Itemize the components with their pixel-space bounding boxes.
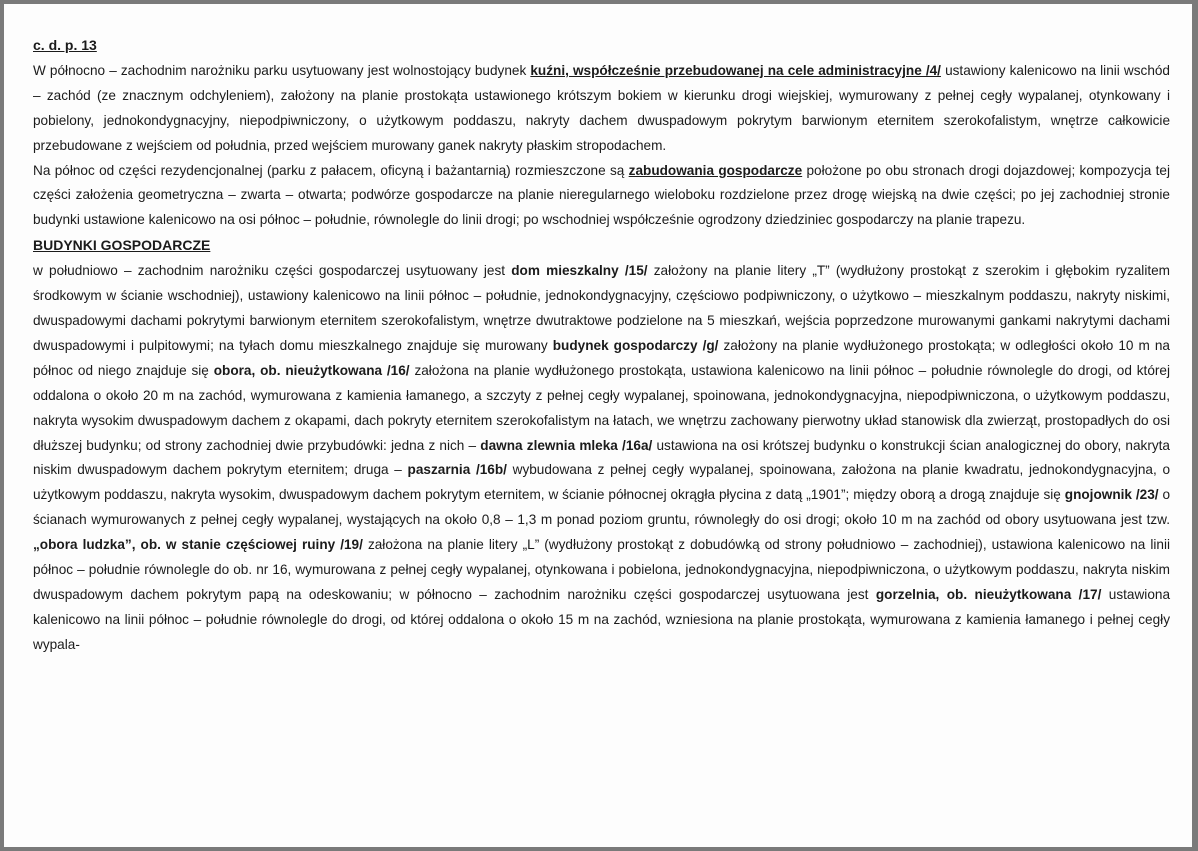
paragraph-text: założony na planie wydłużonego prostokąta; w odległości około 10 m na północ od niego znajduje się bbox=[33, 337, 1170, 378]
building-name: gorzelnia, ob. nieużytkowana /17/ bbox=[875, 586, 1102, 602]
building-name: gnojownik /23/ bbox=[1064, 487, 1159, 503]
paragraph-forge bbox=[33, 59, 1170, 159]
paragraph-buildings bbox=[33, 259, 1170, 658]
building-name: dom mieszkalny /15/ bbox=[511, 263, 648, 279]
paragraph-text: w południowo – zachodnim narożniku części gospodarczej usytuowany jest bbox=[33, 263, 512, 279]
paragraph-text: Na północ od części rezydencjonalnej (parku z pałacem, oficyną i bażantarnią) rozmieszczone są bbox=[33, 162, 629, 178]
paragraph-text: o ścianach wymurowanych z pełnej cegły wypalanej, wystających na około 0,8 – 1,3 m ponad poziom gruntu, równoległy do osi drogi; około 10 m na zachód od obory usytuowana jest tzw. bbox=[33, 487, 1171, 528]
section-heading-label: BUDYNKI GOSPODARCZE bbox=[33, 237, 211, 254]
paragraph-text: założona na planie wydłużonego prostokąta, ustawiona kalenicowo na linii północ – południe równolegle do drogi, od której oddalona o około 20 m na zachód, wymurowana z kamienia łamanego, a szczyty z pełnej cegły wypalanej, spoinowana, jednokondygnacyjna, niepodpiwniczona, o użytkowym poddaszu, nakryta wysokim dwuspadowym dachem z okapami, dach pokryty eternitem szerokofalistym na łatach, we wnętrzu zachowany pierwotny układ stanowisk dla zwierząt, prostopadłych do osi dłuższej budynku; od strony zachodniej dwie przybudówki: jedna z nich – bbox=[33, 362, 1171, 453]
paragraph-farm-buildings bbox=[33, 159, 1170, 234]
building-name: paszarnia /16b/ bbox=[407, 462, 507, 478]
document-body bbox=[33, 33, 1170, 658]
paragraph-text: ustawiony kalenicowo na linii wschód – zachód (ze znacznym odchyleniem), założony na planie prostokąta ustawionego krótszym bokiem w kierunku drogi wiejskiej, wymurowany z pełnej cegły wypalanej, otynkowany i pobielony, jednokondygnacyjny, niepodpiwniczony, o użytkowym poddaszu, nakryty dachem dwuspadowym pokrytym barwionym eternitem szerokofalistym, wnętrze całkowicie przebudowane z wejściem od południa, przed wejściem murowany ganek nakryty płaskim stropodachem. bbox=[33, 62, 1170, 153]
page-reference bbox=[33, 33, 1170, 59]
paragraph-text: ustawiona kalenicowo na linii północ – południe równolegle do drogi, od której oddalona o około 15 m na zachód, wzniesiona na planie prostokąta, wymurowana z kamienia łamanego i pełnej cegły wypala- bbox=[33, 586, 1170, 652]
farm-buildings-term: zabudowania gospodarcze bbox=[628, 162, 803, 178]
building-name: dawna zlewnia mleka /16a/ bbox=[480, 437, 653, 453]
building-name: obora, ob. nieużytkowana /16/ bbox=[213, 362, 410, 378]
paragraph-text: ustawiona na osi krótszej budynku o konstrukcji ścian analogicznej do obory, nakryta niskim dwuspadowym dachem pokrytym eternitem; druga – bbox=[33, 437, 1170, 478]
paragraph-text: położone po obu stronach drogi dojazdowej; kompozycja tej części założenia geometryczna – zwarta – otwarta; podwórze gospodarcze na planie nieregularnego wieloboku rozdzielone przez drogę wiejską na dwie części; po jej zachodniej stronie budynki ustawione kalenicowo na osi północ – południe, równolegle do linii drogi; po wschodniej współcześnie ogrodzony dziedziniec gospodarczy na planie trapezu. bbox=[33, 162, 1170, 228]
paragraph-text: założona na planie litery „L” (wydłużony prostokąt z dobudówką od strony południowo – zachodniej), ustawiona kalenicowo na linii północ – południe równolegle do ob. nr 16, wymurowana z pełnej cegły wypalanej, otynkowana i pobielona, jednokondygnacyjna, niepodpiwniczona, o użytkowym poddaszu, nakryta niskim dwuspadowym dachem pokrytym papą na odeskowaniu; w północno – zachodnim narożniku części gospodarczej usytuowana jest bbox=[33, 537, 1170, 602]
forge-building-name: kuźni, współcześnie przebudowanej na cele administracyjne /4/ bbox=[530, 62, 941, 78]
section-heading bbox=[33, 233, 1170, 259]
building-name: budynek gospodarczy /g/ bbox=[552, 337, 719, 353]
page-reference-label: c. d. p. 13 bbox=[33, 37, 97, 53]
building-name: „obora ludzka”, ob. w stanie częściowej ruiny /19/ bbox=[33, 537, 363, 553]
document-page bbox=[4, 4, 1192, 847]
paragraph-text: W północno – zachodnim narożniku parku usytuowany jest wolnostojący budynek bbox=[33, 62, 531, 78]
paragraph-text: założony na planie litery „T” (wydłużony prostokąt z szerokim i głębokim ryzalitem środkowym w ścianie wschodniej), ustawiony kalenicowo na linii północ – południe, jednokondygnacyjny, częściowo podpiwniczony, o użytkowo – mieszkalnym poddaszu, nakryty niskimi, dwuspadowymi dachami pokrytymi barwionym eternitem szerokofalistym, wnętrze dwutraktowe podzielone na 5 mieszkań, wejścia poprzedzone murowanymi gankami nakrytymi dachami dwuspadowymi i pulpitowymi; na tyłach domu mieszkalnego znajduje się murowany bbox=[33, 263, 1170, 353]
paragraph-text: wybudowana z pełnej cegły wypalanej, spoinowana, założona na planie kwadratu, jednokondygnacyjna, o użytkowym poddaszu, nakryta wysokim, dwuspadowym dachem pokrytym eternitem, w ścianie północnej okrągła płycina z datą „1901”; między oborą a drogą znajduje się bbox=[33, 462, 1171, 503]
